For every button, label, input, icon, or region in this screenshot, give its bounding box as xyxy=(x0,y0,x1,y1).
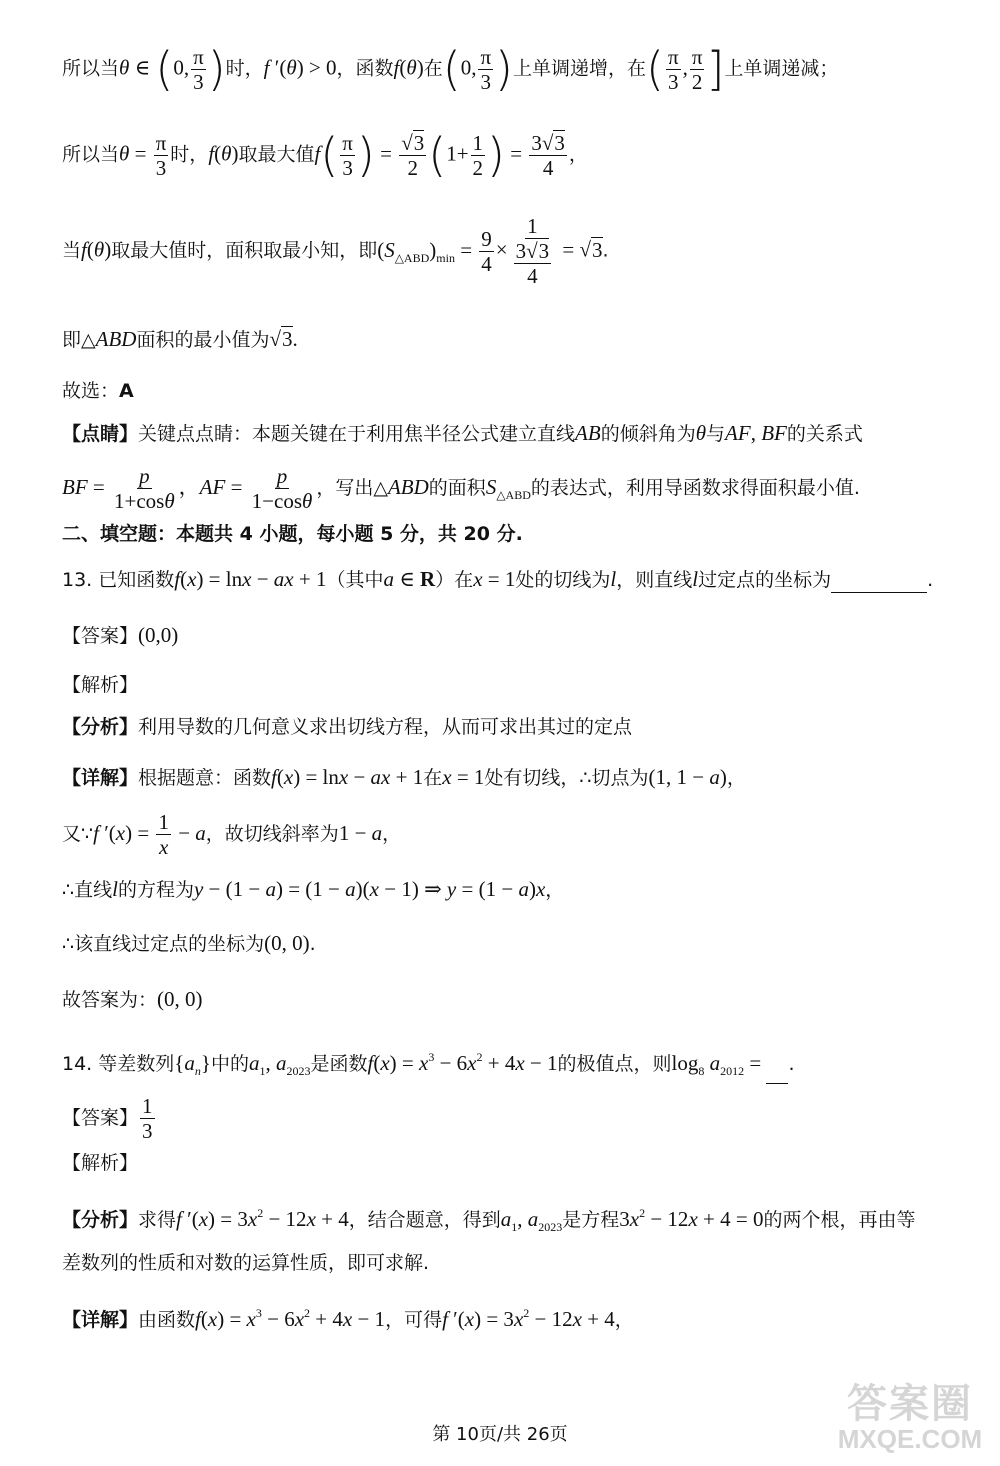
question-13: 13. 已知函数f(x) = lnx − ax + 1（其中a ∈ R）在x = 1处的切线为l，则直线l过定点的坐标为 . xyxy=(62,567,934,591)
q13-jiexi: 【解析】 xyxy=(62,674,139,696)
q13-detail-1: 【详解】根据题意：函数f(x) = lnx − ax + 1在x = 1处有切线，∴切点为(1, 1 − a)， xyxy=(62,765,746,789)
question-14: 14. 等差数列$\{a_n\}$中的$a_1$, $a_{2023}$是函数$f(x) = x^3 - 6x^2 + 4x - 1$的极值点，则$\log_8 a_{2012}$ = . xyxy=(62,1044,960,1084)
q14-fenxi-2: 差数列的性质和对数的运算性质，即可求解. xyxy=(62,1252,430,1274)
page-footer: 第 10页/共 26页 xyxy=(432,1424,568,1445)
q13-detail-5: 故答案为：(0, 0) xyxy=(62,987,203,1011)
line-dianjing: 【点睛】关键点点睛：本题关键在于利用焦半径公式建立直线AB的倾斜角为θ与AF, BF的关系式 xyxy=(62,421,863,445)
q14-detail-1: 【详解】由函数$f(x) = x^3 - 6x^2 + 4x - 1$，可得f $'(x) = 3x^2 - 12x + 4$， xyxy=(62,1306,634,1331)
q13-fenxi: 【分析】利用导数的几何意义求出切线方程，从而可求出其过的定点 xyxy=(62,716,633,738)
q14-fenxi-1: 【分析】求得f $'(x) = 3x^2 - 12x + 4$，结合题意，得到$a_1$, $a_{2023}$是方程$3x^2 - 12x + 4 = 0$的两个根，再由等 xyxy=(62,1206,916,1234)
q13-detail-3: ∴直线l的方程为y − (1 − a) = (1 − a)(x − 1) ⇒ y = (1 − a)x， xyxy=(62,877,565,901)
line-monotonic: 所以当θ ∈ (0, $\frac{\pi}{3}$ )时，f ′(θ) > 0，函数f(θ)在(0, $\frac{\pi}{3}$ )上单调递增，在( $\frac{\pi}{3}$ , $\frac{\pi}{2}$ ]上单调递减； xyxy=(62,42,839,96)
q14-answer: 【答案】 $\frac{1}{3}$ xyxy=(62,1094,153,1143)
answer-blank xyxy=(766,1063,788,1084)
line-min-area: 当f(θ)取最大值时，面积取最小知，即$(S_{\triangle ABD})_{min}$ = $\frac{9}{4}$ × $\frac{1}{\frac{3√3}{4}}$ = √3. xyxy=(62,214,609,288)
q13-detail-2: 又∵f ′(x) = $\frac{1}{x}$ − a，故切线斜率为1 − a， xyxy=(62,810,402,859)
line-choice: 故选：A xyxy=(62,380,134,402)
line-focal-formula: BF = $\frac{p}{1+\cos\theta}$ ，AF = $\frac{p}{1-\cos\theta}$ ，写出△ABD的面积$S_{\triangle ABD}$的表达式，利用导函数求得面积最小值. xyxy=(62,464,860,513)
q13-detail-4: ∴该直线过定点的坐标为(0, 0). xyxy=(62,931,316,955)
answer-blank xyxy=(831,572,927,593)
watermark-logo: 答案圈 MXQE.COM xyxy=(837,1381,983,1454)
section-heading: 二、填空题：本题共 4 小题，每小题 5 分，共 20 分. xyxy=(62,523,523,545)
q13-answer: 【答案】(0,0) xyxy=(62,623,179,647)
q14-jiexi: 【解析】 xyxy=(62,1152,139,1174)
line-max-value: 所以当θ = $\frac{\pi}{3}$ 时，f(θ)取最大值f( $\frac{\pi}{3}$ ) = $\frac{√3}{2}$ (1+ $\frac{1}{2}$ ) = $\frac{3√3}{4}$ ， xyxy=(62,128,588,182)
line-conclusion: 即△ABD面积的最小值为√3. xyxy=(62,327,298,351)
